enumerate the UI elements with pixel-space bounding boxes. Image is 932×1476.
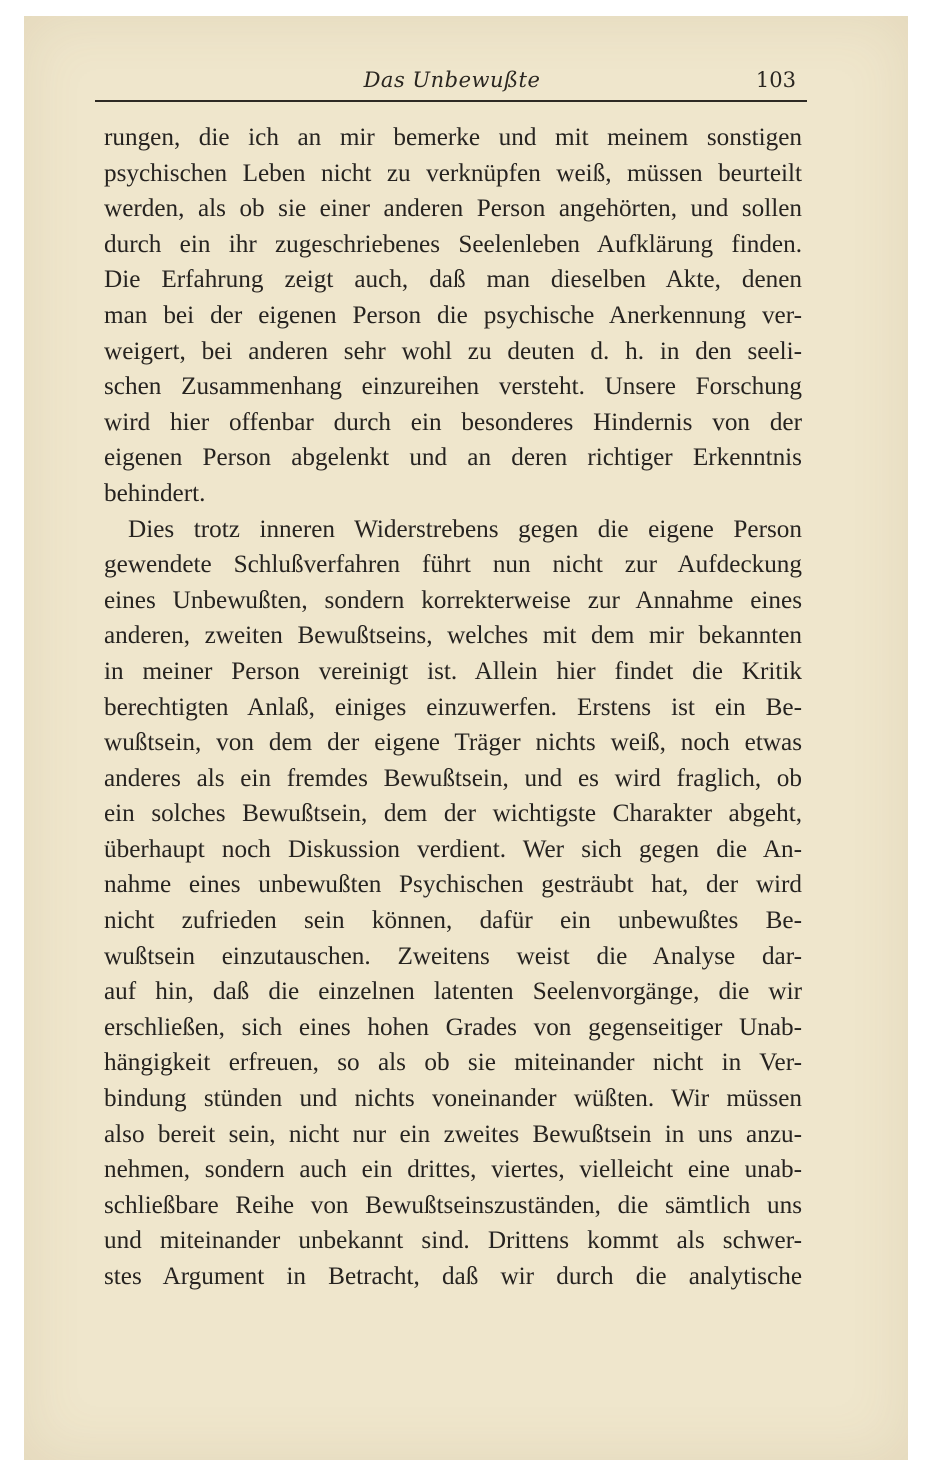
text-line: behindert.: [104, 479, 206, 507]
text-line: in meiner Person vereinigt ist. Allein hier findet die Kritik: [104, 657, 802, 685]
text-line: erschließen, sich eines hohen Grades von gegenseitiger Unab-: [104, 1013, 802, 1041]
header-rule: [95, 100, 807, 102]
text-line: anderen, zweiten Bewußtseins, welches mit dem mir bekannten: [104, 622, 802, 650]
text-line: eigenen Person abgelenkt und an deren richtiger Erkenntnis: [104, 444, 802, 472]
text-line: schen Zusammenhang einzureihen versteht. Unsere Forschung: [104, 373, 802, 401]
text-line: nicht zufrieden sein können, dafür ein unbewußtes Be-: [104, 907, 802, 935]
text-line: werden, als ob sie einer anderen Person angehörten, und sollen: [104, 195, 802, 223]
text-line: stes Argument in Betracht, daß wir durch die analytische: [104, 1263, 802, 1290]
text-line: man bei der eigenen Person die psychische Anerkennung ver-: [104, 301, 802, 329]
text-line: eines Unbewußten, sondern korrekterweise zur Annahme eines: [104, 586, 802, 614]
text-line: überhaupt noch Diskussion verdient. Wer sich gegen die An-: [104, 835, 802, 863]
text-line: bindung stünden und nichts voneinander wüßten. Wir müssen: [104, 1085, 802, 1113]
running-title: Das Unbewußte: [363, 68, 541, 92]
text-line: berechtigten Anlaß, einiges einzuwerfen. Erstens ist ein Be-: [104, 693, 802, 721]
text-line: durch ein ihr zugeschriebenes Seelenleben Aufklärung finden.: [104, 230, 802, 258]
text-line: nehmen, sondern auch ein drittes, viertes, vielleicht eine unab-: [104, 1156, 802, 1184]
text-line: Dies trotz inneren Widerstrebens gegen die eigene Person: [128, 515, 802, 543]
text-line: also bereit sein, nicht nur ein zweites Bewußtsein in uns anzu-: [104, 1120, 802, 1148]
text-line: wußtsein einzutauschen. Zweitens weist die Analyse dar-: [104, 942, 802, 970]
text-line: anderes als ein fremdes Bewußtsein, und es wird fraglich, ob: [104, 764, 802, 792]
text-line: ein solches Bewußtsein, dem der wichtigste Charakter abgeht,: [104, 800, 802, 828]
text-line: wird hier offenbar durch ein besonderes Hindernis von der: [104, 408, 802, 436]
text-line: und miteinander unbekannt sind. Drittens kommt als schwer-: [104, 1227, 802, 1255]
text-line: rungen, die ich an mir bemerke und mit meinem sonstigen: [104, 124, 802, 151]
text-line: schließbare Reihe von Bewußtseinszuständen, die sämtlich uns: [104, 1191, 802, 1219]
text-line: wußtsein, von dem der eigene Träger nichts weiß, noch etwas: [104, 729, 802, 757]
text-line: weigert, bei anderen sehr wohl zu deuten d. h. in den seeli-: [104, 337, 802, 365]
body-text: [104, 120, 802, 1295]
text-line: auf hin, daß die einzelnen latenten Seelenvorgänge, die wir: [104, 978, 802, 1006]
text-line: nahme eines unbewußten Psychischen gesträubt hat, der wird: [104, 871, 802, 899]
text-line: Die Erfahrung zeigt auch, daß man dieselben Akte, denen: [104, 266, 802, 294]
text-line: hängigkeit erfreuen, so als ob sie miteinander nicht in Ver-: [104, 1049, 802, 1077]
text-line: psychischen Leben nicht zu verknüpfen weiß, müssen beurteilt: [104, 159, 802, 187]
text-line: gewendete Schlußverfahren führt nun nicht zur Aufdeckung: [104, 551, 802, 579]
page-header: [102, 62, 802, 98]
page-number: 103: [755, 68, 796, 92]
